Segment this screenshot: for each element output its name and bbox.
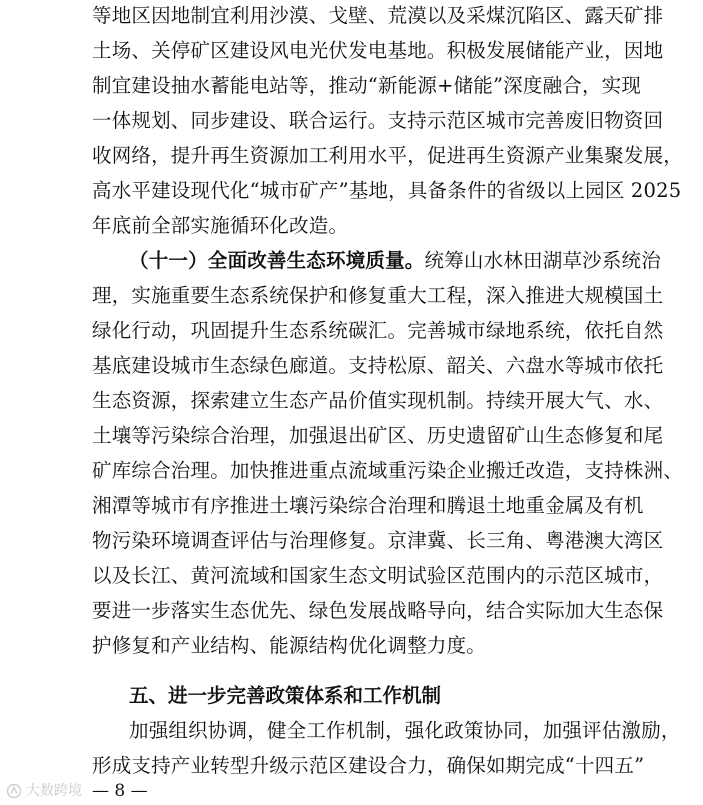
paragraph-line: 制宜建设抽水蓄能电站等，推动“新能源+储能”深度融合，实现 [92,74,642,97]
paragraph-line: 理，实施重要生态系统保护和修复重大工程，深入推进大规模国土 [92,284,664,307]
paragraph-line: 生态资源，探索建立生态产品价值实现机制。持续开展大气、水、 [92,389,664,412]
paragraph-line: 等地区因地制宜利用沙漠、戈壁、荒漠以及采煤沉陷区、露天矿排 [92,4,664,27]
section-heading: 五、进一步完善政策体系和工作机制 [129,684,442,707]
subsection-title: （十一）全面改善生态环境质量。 [129,249,425,272]
paragraph-line: 要进一步落实生态优先、绿色发展战略导向，结合实际加大生态保 [92,599,664,622]
watermark-logo-icon [6,783,22,799]
paragraph-text: 统筹山水林田湖草沙系统治 [424,249,661,272]
paragraph-line: 土壤等污染综合治理，加强退出矿区、历史遗留矿山生态修复和尾 [92,424,664,447]
paragraph-line: 加强组织协调，健全工作机制，强化政策协同，加强评估激励， [129,719,681,742]
paragraph-line: 高水平建设现代化“城市矿产”基地，具备条件的省级以上园区 2025 [92,179,682,202]
paragraph-line: 绿化行动，巩固提升生态系统碳汇。完善城市绿地系统，依托自然 [92,319,664,342]
page-footer [0,780,200,802]
paragraph-line: 收网络，提升再生资源加工利用水平，促进再生资源产业集聚发展， [92,144,684,167]
paragraph-line: 护修复和产业结构、能源结构优化调整力度。 [92,634,487,657]
paragraph-line: 矿库综合治理。加快推进重点流域重污染企业搬迁改造，支持株洲、 [92,459,684,482]
paragraph-line: 土场、关停矿区建设风电光伏发电基地。积极发展储能产业，因地 [92,39,664,62]
paragraph-line: 一体规划、同步建设、联合运行。支持示范区城市完善废旧物资回 [92,109,664,132]
paragraph-line: 湘潭等城市有序推进土壤污染综合治理和腾退土地重金属及有机 [92,494,644,517]
watermark-text: 大数跨境 [26,783,82,799]
paragraph-line: 形成支持产业转型升级示范区建设合力，确保如期完成“十四五” [92,754,645,777]
paragraph-line: 物污染环境调查评估与治理修复。京津冀、长三角、粤港澳大湾区 [92,529,664,552]
paragraph-line: 基底建设城市生态绿色廊道。支持松原、韶关、六盘水等城市依托 [92,354,664,377]
paragraph-line: 年底前全部实施循环化改造。 [92,214,349,237]
page-number: — 8 — [92,781,148,801]
paragraph-first-line [129,247,661,275]
paragraph-line: 以及长江、黄河流域和国家生态文明试验区范围内的示范区城市， [92,564,664,587]
